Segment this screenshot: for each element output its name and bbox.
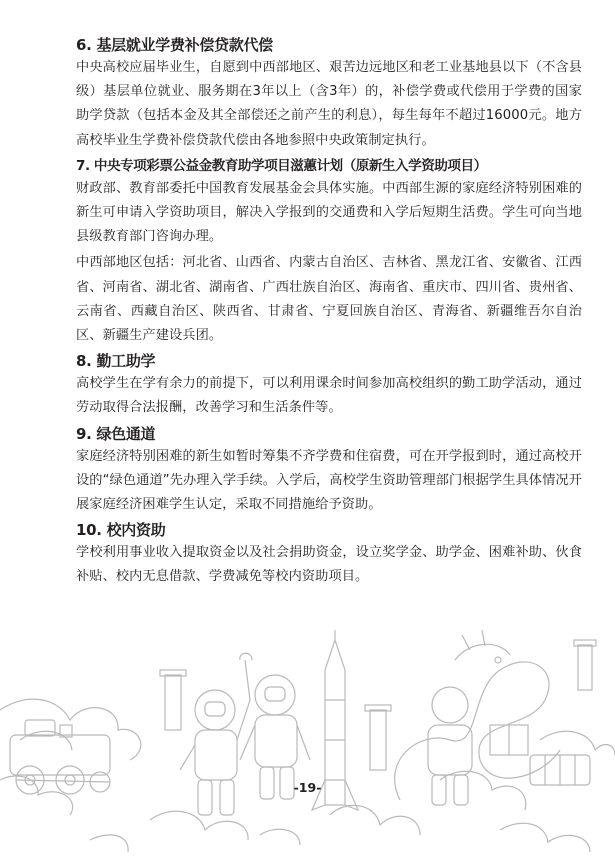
section-10: [76, 519, 582, 589]
section-7-regions-paragraph: 中西部地区包括：河北省、山西省、内蒙古自治区、吉林省、黑龙江省、安徽省、江西省、河南省、湖北省、湖南省、广西壮族自治区、海南省、重庆市、四川省、贵州省、云南省、西藏自治区、陕西省、甘肃省、宁夏回族自治区、青海省、新疆维吾尔自治区、新疆生产建设兵团。: [76, 255, 582, 344]
section-9: [76, 423, 582, 518]
section-10-heading: 10. 校内资助: [76, 521, 166, 540]
section-7-paragraph: 财政部、教育部委托中国教育发展基金会具体实施。中西部生源的家庭经济特别困难的新生可申请入学资助项目，解决入学报到的交通费和入学后短期生活费。学生可向当地县级教育部门咨询办理。: [76, 180, 582, 245]
section-7-heading: 7. 中央专项彩票公益金教育助学项目滋蕙计划（原新生入学资助项目）: [76, 157, 487, 174]
decorative-line-art-illustration: [0, 630, 615, 857]
section-8: [76, 350, 582, 420]
page-number: -19-: [293, 780, 322, 795]
section-10-paragraph: 学校利用事业收入提取资金以及社会捐助资金，设立奖学金、助学金、困难补助、伙食补贴、校内无息借款、学费减免等校内资助项目。: [76, 545, 582, 585]
section-6: [76, 34, 582, 153]
section-6-paragraph: 中央高校应届毕业生，自愿到中西部地区、艰苦边远地区和老工业基地县以下（不含县级）基层单位就业、服务期在3年以上（含3年）的，补偿学费或代偿用于学费的国家助学贷款（包括本金及其全部偿还之前产生的利息），每生每年不超过16000元。地方高校毕业生学费补偿贷款代偿由各地参照中央政策制定执行。: [76, 60, 582, 148]
page-content: [76, 34, 582, 592]
dragon-icon: [395, 630, 560, 800]
section-8-heading: 8. 勤工助学: [76, 352, 156, 371]
section-6-heading: 6. 基层就业学费补偿贷款代偿: [76, 36, 273, 54]
section-7: [76, 155, 582, 348]
section-9-paragraph: 家庭经济特别困难的新生如暂时筹集不齐学费和住宿费，可在开学报到时，通过高校开设的“绿色通道”先办理入学手续。入学后，高校学生资助管理部门根据学生具体情况开展家庭经济困难学生认定，采取不同措施给予资助。: [76, 448, 582, 513]
section-8-paragraph: 高校学生在学有余力的前提下，可以利用课余时间参加高校组织的勤工助学活动，通过劳动取得合法报酬，改善学习和生活条件等。: [76, 376, 582, 416]
section-9-heading: 9. 绿色通道: [76, 424, 156, 443]
pillar-icon: [160, 640, 596, 770]
satellite-icon: [490, 725, 590, 785]
